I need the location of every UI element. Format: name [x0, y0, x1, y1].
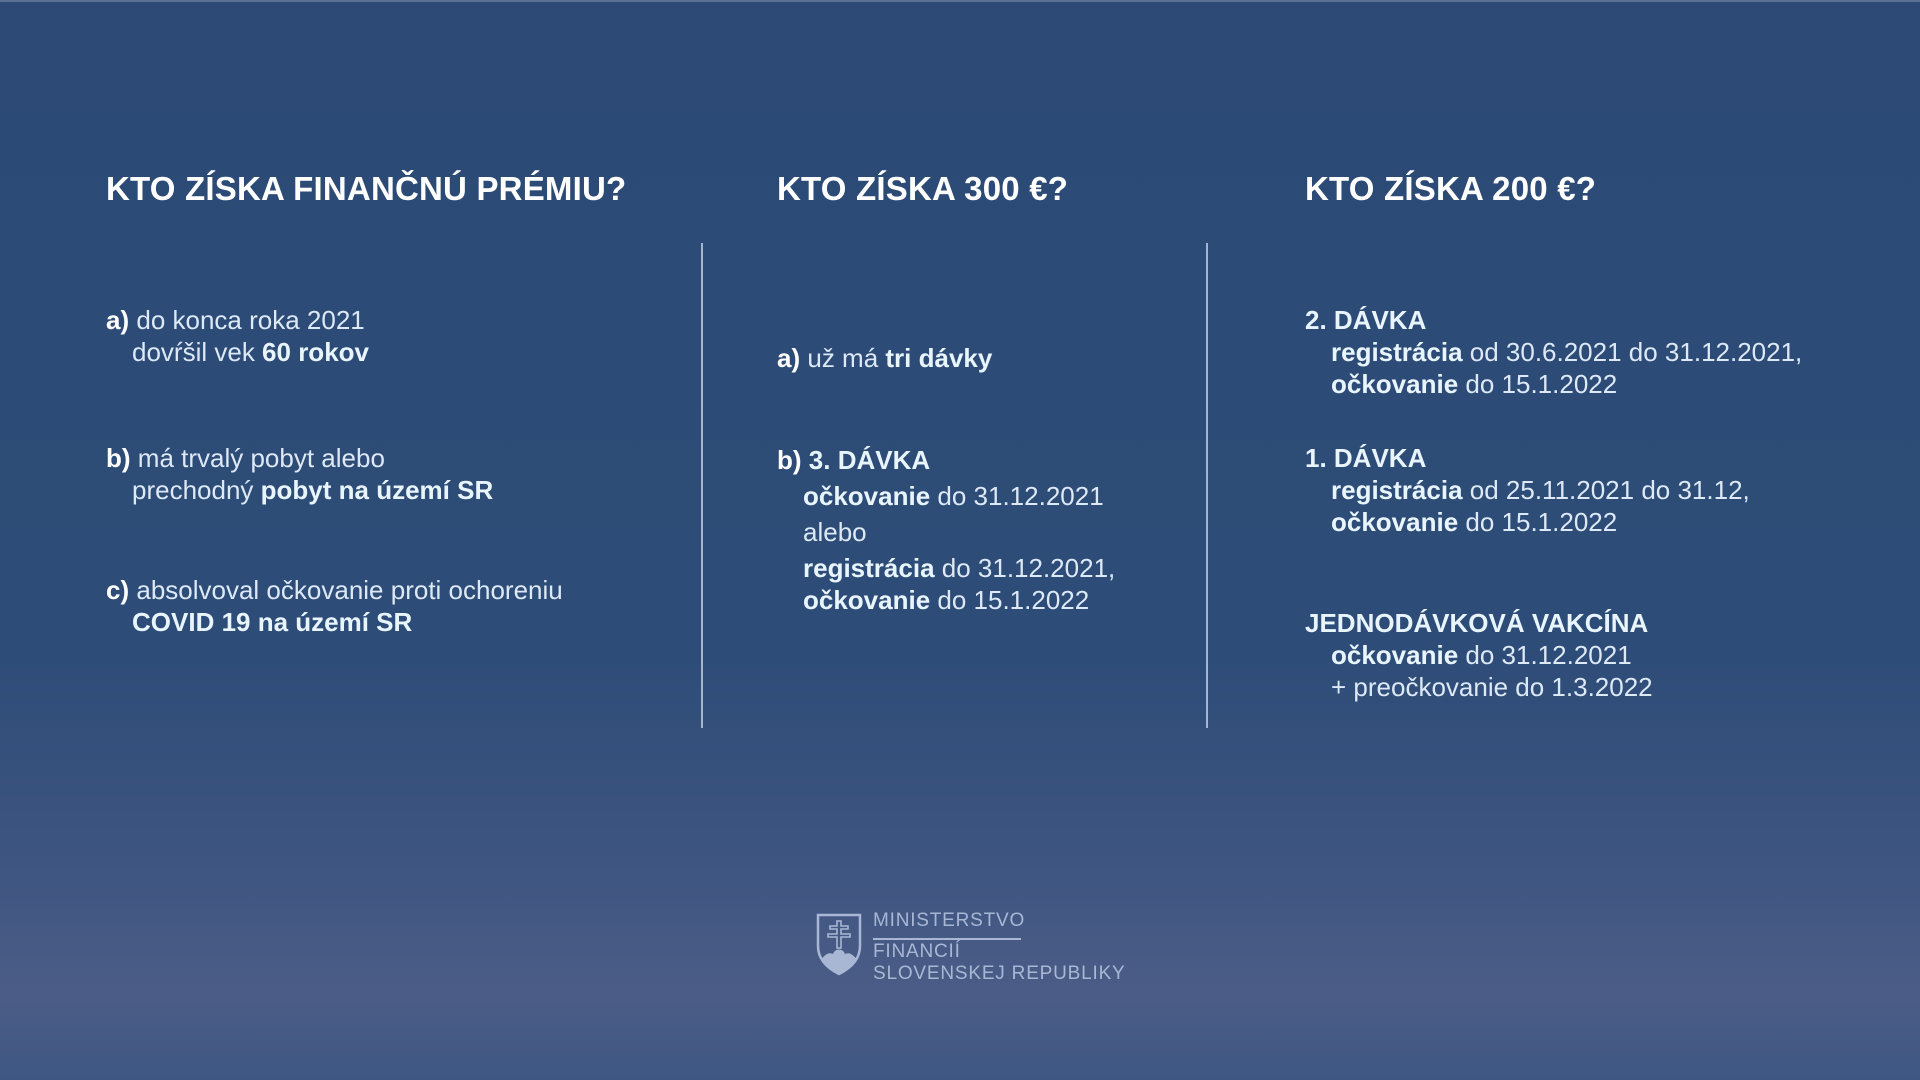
item-label: c)	[106, 575, 130, 605]
top-border	[0, 0, 1920, 2]
ministry-logo	[815, 910, 1126, 990]
item-text: do 31.12.2021	[930, 481, 1104, 511]
item-text: absolvoval očkovanie proti ochoreniu	[136, 575, 563, 605]
item-text: do 31.12.2021,	[934, 553, 1116, 583]
item-text: do 15.1.2022	[1458, 369, 1618, 399]
eur200-single-dose	[1305, 607, 1653, 703]
item-emphasis: registrácia	[803, 553, 935, 583]
item-text: od 30.6.2021 do 31.12.2021,	[1462, 337, 1803, 367]
logo-rule	[873, 938, 1021, 940]
column-divider-1	[701, 243, 703, 728]
item-label: a)	[777, 343, 801, 373]
premium-condition-c	[106, 574, 563, 638]
item-emphasis: očkovanie	[803, 481, 931, 511]
item-text: má trvalý pobyt alebo	[137, 443, 385, 473]
item-label: b)	[106, 443, 131, 473]
eur200-dose2	[1305, 304, 1802, 400]
dose-heading: 3. DÁVKA	[808, 445, 931, 475]
dose-heading: 1. DÁVKA	[1305, 443, 1427, 473]
item-text: do 15.1.2022	[1458, 507, 1618, 537]
coat-of-arms-icon	[815, 912, 863, 976]
item-text: prechodný	[132, 475, 261, 505]
item-text: dovŕšil vek	[132, 337, 263, 367]
title-300-eur: KTO ZÍSKA 300 €?	[777, 170, 1069, 207]
item-text: do konca roka 2021	[136, 305, 365, 335]
item-label: b)	[777, 445, 802, 475]
item-emphasis: očkovanie	[803, 585, 931, 615]
item-emphasis: registrácia	[1331, 475, 1463, 505]
dose-heading: JEDNODÁVKOVÁ VAKCÍNA	[1305, 608, 1649, 638]
item-emphasis: tri dávky	[885, 343, 993, 373]
eur300-condition-a	[777, 342, 992, 374]
title-200-eur: KTO ZÍSKA 200 €?	[1305, 170, 1597, 207]
column-divider-2	[1206, 243, 1208, 728]
item-emphasis: očkovanie	[1331, 507, 1459, 537]
item-text: do 31.12.2021	[1458, 640, 1632, 670]
eur300-condition-b	[777, 442, 1115, 616]
item-emphasis: pobyt na území SR	[260, 475, 494, 505]
title-financial-premium: KTO ZÍSKA FINANČNÚ PRÉMIU?	[106, 170, 627, 207]
item-emphasis: 60 rokov	[262, 337, 369, 367]
item-emphasis: očkovanie	[1331, 369, 1459, 399]
dose-heading: 2. DÁVKA	[1305, 305, 1427, 335]
item-text: do 15.1.2022	[930, 585, 1090, 615]
logo-line-republic: SLOVENSKEJ REPUBLIKY	[873, 963, 1126, 984]
eur200-dose1	[1305, 442, 1750, 538]
logo-line-finance: FINANCIÍ	[873, 941, 961, 962]
item-text: + preočkovanie do 1.3.2022	[1331, 672, 1653, 702]
item-emphasis: COVID 19 na území SR	[132, 607, 413, 637]
item-label: a)	[106, 305, 130, 335]
item-text: od 25.11.2021 do 31.12,	[1462, 475, 1750, 505]
item-text: už má	[807, 343, 886, 373]
logo-line-ministry: MINISTERSTVO	[873, 910, 1026, 931]
item-text: alebo	[803, 517, 867, 547]
premium-condition-b	[106, 442, 493, 506]
item-emphasis: registrácia	[1331, 337, 1463, 367]
item-emphasis: očkovanie	[1331, 640, 1459, 670]
premium-condition-a	[106, 304, 369, 368]
